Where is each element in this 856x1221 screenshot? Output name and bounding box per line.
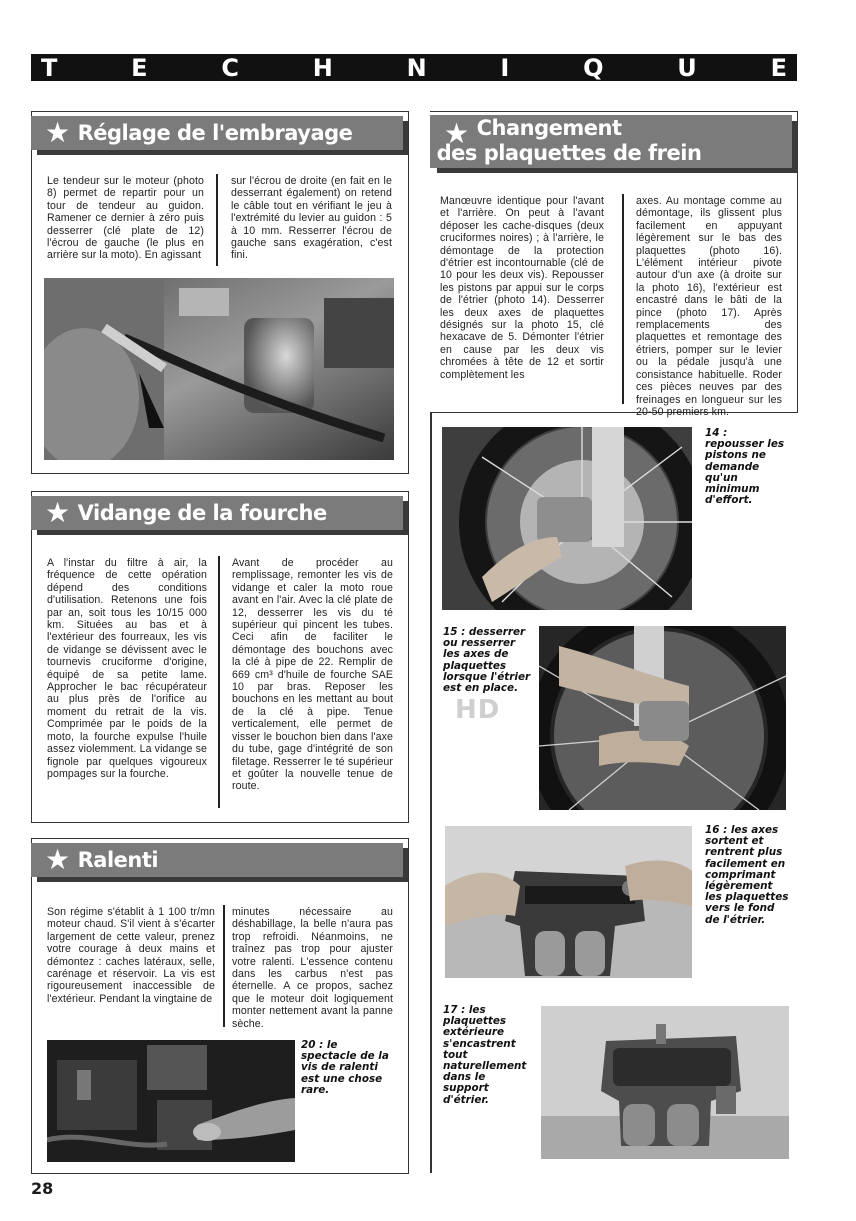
- page-number: 28: [31, 1179, 54, 1198]
- star-icon: ★: [45, 496, 70, 529]
- ralenti-text-col2: minutes nécessaire au déshabillage, la belle n'aura pas trop refroidi. Néanmoins, ne traînez pas trop pour ajuster votre ralenti. L'essence contenu dans les carbus n'est pas éternelle. A ce propos, sachez que le moteur doit logiquement monter nettement avant la panne sèche.: [232, 906, 393, 1030]
- banner-letter: H: [312, 53, 333, 82]
- brake-caliper-photo-14: [442, 427, 692, 610]
- embrayage-title: ★ Réglage de l'embrayage: [31, 116, 403, 150]
- caption-14: 14 : repousser les pistons ne demande qu'un minimum d'effort.: [705, 427, 785, 507]
- banner-letter: I: [500, 53, 510, 82]
- fourche-text-col1: A l'instar du filtre à air, la fréquence de cette opération dépend des conditions d'utilisation. Retenons une fois par an, soit tous les 10/15 000 km. Situées au bas et à l'extérieur des fourreaux, les vis de vidange se dévissent avec le tournevis cruciforme d'origine, équipé de sa petite lame. Approcher le bac récupérateur au plus près de l'orifice au moment du retrait de la vis. Comprimée par le poids de la moto, la fourche expulse l'huile assez violemment. La vidange se fignole par quelques vigoureux pompages sur la fourche.: [47, 557, 207, 780]
- caption-15: 15 : desserrer ou resserrer les axes de plaquettes lorsque l'étrier est en place.: [443, 626, 531, 695]
- brake-caliper-photo-15: [539, 626, 786, 810]
- plaquettes-text-col2: axes. Au montage comme au démontage, ils glissent plus facilement en appuyant légèrement sur le bas des plaquettes (photo 16). L'élément intérieur pivote autour d'un axe (à droite sur la photo 16), l'extérieur est encastré dans le bâti de la pince (photo 17). Après remplacements des plaquettes et remontage des étriers, pomper sur le levier ou la pédale jusqu'à une consistance habituelle. Roder ces pièces neuves par des freinages en longueur sur les 20-50 premiers km.: [636, 195, 782, 418]
- banner-letter: T: [41, 53, 58, 82]
- brake-pads-photo-16: [445, 826, 692, 978]
- banner-letter: C: [221, 53, 239, 82]
- banner-letter: Q: [583, 53, 604, 82]
- fourche-title: ★ Vidange de la fourche: [31, 496, 403, 530]
- star-icon: ★: [45, 116, 70, 149]
- caption-17: 17 : les plaquettes extérieure s'encastrent tout naturellement dans le support d'étrier.: [443, 1004, 527, 1106]
- brake-pads-photo-17: [541, 1006, 789, 1159]
- caption-16: 16 : les axes sortent et rentrent plus facilement en comprimant légèrement les plaquettes vers le fond de l'étrier.: [705, 824, 789, 926]
- embrayage-text-col1: Le tendeur sur le moteur (photo 8) permet de repartir pour un tour de tendeur au guidon. Ramener ce dernier à zéro puis desserrer (clé plate de 12) l'écrou de gauche (le plus en arrière sur la moto). En agissant: [47, 175, 204, 262]
- fourche-text-col2: Avant de procéder au remplissage, remonter les vis de vidange et caler la moto roue avant en l'air. Avec la clé plate de 12, desserrer les vis du té supérieur qui pincent les tubes. Ceci afin de faciliter le démontage des bouchons avec la clé à pipe de 22. Remplir de 669 cm³ d'huile de fourche SAE 10 par bras. Reposer les bouchons en les mettant au bout de la clé à pipe. Tenue verticalement, elle permet de visser le bouchon bien dans l'axe du tube, gage d'intégrité de son filetage. Resserrer le té supérieur et goûter la nouvelle tenue de route.: [232, 557, 393, 793]
- banner-letter: U: [677, 53, 697, 82]
- ralenti-text-col1: Son régime s'établit à 1 100 tr/mn moteur chaud. S'il vient à s'écarter largement de cette valeur, prenez votre courage à deux mains et démontez : caches latéraux, selle, carénage et réservoir. La vis est rigoureusement inaccessible de l'extérieur. Pendant la vingtaine de: [47, 906, 215, 1005]
- watermark: HD: [455, 695, 501, 725]
- banner-letter: E: [131, 53, 148, 82]
- ralenti-title: ★ Ralenti: [31, 843, 403, 877]
- clutch-tensioner-photo: [44, 278, 394, 460]
- star-icon: ★: [444, 117, 469, 150]
- plaquettes-title: ★ Changement des plaquettes de frein: [430, 115, 792, 168]
- banner-letter: E: [770, 53, 787, 82]
- plaquettes-text-col1: Manœuvre identique pour l'avant et l'arrière. On peut à l'avant déposer les cache-disques (deux cruciformes noires) ; à l'arrière, le démontage de la protection d'étrier est incontournable (clé de 10 pour les deux vis). Repousser les pistons par appui sur le corps de l'étrier (photo 14). Desserrer les deux axes de plaquettes désignés sur la photo 15, clé hexacave de 5. Démonter l'étrier en cause par les deux vis chromées à tête de 12 et sortir complètement les: [440, 195, 604, 381]
- embrayage-text-col2: sur l'écrou de droite (en fait en le desserrant également) on retend le câble tout en vérifiant le jeu à l'extrémité du levier au guidon : 5 à 10 mm. Resserrer l'écrou de gauche sans exagération, c'est fini.: [231, 175, 392, 262]
- banner-letter: N: [406, 53, 427, 82]
- technique-banner: [31, 54, 797, 81]
- star-icon: ★: [45, 843, 70, 876]
- idle-screw-photo: [47, 1040, 295, 1162]
- caption-20: 20 : le spectacle de la vis de ralenti est une chose rare.: [301, 1039, 389, 1096]
